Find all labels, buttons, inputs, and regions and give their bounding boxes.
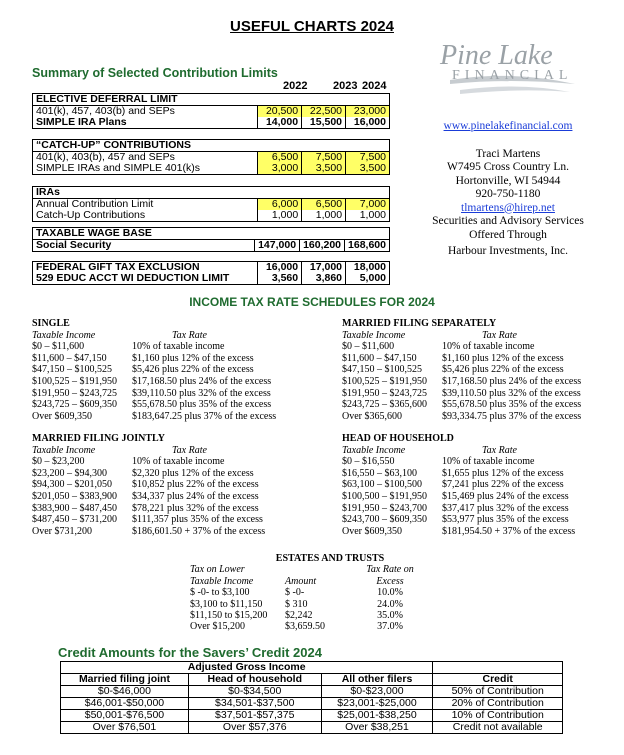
income-range: $383,900 – $487,450 [32,502,117,514]
limit-value: 17,000 [302,262,346,274]
limit-value: 1,000 [258,210,302,222]
schedule-title: MARRIED FILING JOINTLY [32,433,165,444]
limit-value: 147,000 [255,240,300,252]
income-range: Over $609,350 [342,525,402,537]
agi-header-row [61,662,563,674]
email-link[interactable]: tlmartens@hirep.net [461,201,555,214]
credit-cell: 10% of Contribution [433,710,563,722]
income-range: $100,500 – $191,950 [342,490,427,502]
col-tax-rate: Tax Rate [482,329,517,341]
income-range: $100,525 – $191,950 [342,375,427,387]
limit-value: 1,000 [346,210,390,222]
income-range: $11,600 – $47,150 [32,352,107,364]
estates-amount: $2,242 [285,610,313,622]
tax-rate: $186,601.50 + 37% of the excess [132,525,266,537]
credit-cell: $50,001-$76,500 [61,710,189,722]
schedule-row [32,341,322,353]
schedule-row [32,514,322,526]
limit-section-table [32,186,390,222]
column-header: Credit [433,674,563,686]
tax-rate: $5,426 plus 22% of the excess [442,364,564,376]
income-range: $191,950 – $243,700 [342,502,427,514]
limit-label: 401(k), 403(b), 457 and SEPs [33,152,258,164]
limit-row [33,163,390,175]
estates-col: Taxable Income [190,575,254,587]
income-range: $11,600 – $47,150 [342,352,417,364]
estates-row [180,610,440,621]
address-line-2: Hortonville, WI 54944 [455,174,561,187]
limit-value: 14,000 [258,117,302,129]
credit-cell: $23,001-$25,000 [321,698,433,710]
limit-label: FEDERAL GIFT TAX EXCLUSION [33,262,258,274]
website-link[interactable]: www.pinelakefinancial.com [443,120,573,132]
section-header-row [33,187,390,199]
credit-cell: $0-$23,000 [321,686,433,698]
income-range: $191,950 – $243,725 [342,387,427,399]
estates-col: Excess [376,575,404,587]
estates-income: $11,150 to $15,200 [190,610,268,622]
limit-value: 6,000 [258,199,302,211]
tax-rate: $10,852 plus 22% of the excess [132,479,259,491]
limit-value: 160,200 [300,240,345,252]
income-range: $100,525 – $191,950 [32,375,117,387]
tax-rate: $2,320 plus 12% of the excess [132,467,254,479]
limit-row [33,210,390,222]
year-2024: 2024 [362,80,387,92]
estates-row [180,587,440,598]
column-header-row [61,674,563,686]
estates-header-row [180,576,440,587]
income-range: $0 – $11,600 [32,341,85,353]
credit-cell: Over $38,251 [321,722,433,734]
credit-cell: $25,001-$38,250 [321,710,433,722]
schedule-row [32,526,322,538]
schedule-row [32,491,322,503]
income-range: Over $365,600 [342,410,402,422]
schedule-row [342,388,622,400]
schedule-row [342,503,622,515]
credit-cell: $0-$46,000 [61,686,189,698]
column-header: All other filers [321,674,433,686]
section-header-row [33,228,390,240]
schedule-married-jointly [32,433,322,537]
limit-value: 3,500 [346,163,390,175]
schedule-row [32,411,322,423]
schedule-title: SINGLE [32,318,70,329]
tax-rate: 10% of taxable income [442,456,535,468]
credit-cell: Over $57,376 [188,722,321,734]
income-range: $63,100 – $100,500 [342,479,422,491]
tax-rate: $5,426 plus 22% of the excess [132,364,254,376]
credit-row [61,710,563,722]
col-tax-rate: Tax Rate [482,444,517,456]
schedule-married-separately [342,318,622,422]
limit-value: 16,000 [258,262,302,274]
schedule-row [32,468,322,480]
limit-label: Social Security [33,240,255,252]
limit-value: 3,500 [302,163,346,175]
logo-name: Pine Lake [440,40,553,71]
tax-rate: $53,977 plus 35% of the excess [442,514,569,526]
col-taxable-income: Taxable Income [342,329,406,341]
agi-header: Adjusted Gross Income [61,662,433,674]
limit-label: SIMPLE IRA Plans [33,117,258,129]
savers-credit-table [60,661,563,734]
income-range: $0 – $11,600 [342,341,395,353]
schedule-row [342,411,622,423]
limit-value: 7,500 [346,152,390,164]
estates-rate: 10.0% [377,587,403,599]
schedule-row [342,456,622,468]
schedule-column-headers [32,330,322,342]
phone: 920-750-1180 [475,188,541,200]
limit-row [33,240,390,252]
address-line-1: W7495 Cross Country Ln. [446,161,570,173]
limit-value: 18,000 [346,262,390,274]
pine-lake-logo [440,40,580,84]
limit-label: 529 EDUC ACCT WI DEDUCTION LIMIT [33,273,258,285]
limit-value: 20,500 [258,106,302,118]
income-range: $0 – $16,550 [342,456,395,468]
limit-row [33,273,390,285]
disclosure-3: Harbour Investments, Inc. [447,245,569,257]
income-range: $487,450 – $731,200 [32,514,117,526]
tax-rate: $15,469 plus 24% of the excess [442,490,569,502]
limit-value: 3,000 [258,163,302,175]
credit-cell: 20% of Contribution [433,698,563,710]
estates-rate: 24.0% [377,598,403,610]
tax-rate: $39,110.50 plus 32% of the excess [132,387,271,399]
column-header: Married filing joint [61,674,189,686]
section-header: IRAs [33,187,390,199]
section-header: ELECTIVE DEFERRAL LIMIT [33,94,390,106]
credit-cell: Credit not available [433,722,563,734]
schedule-row [342,491,622,503]
limit-label: SIMPLE IRAs and SIMPLE 401(k)s [33,163,258,175]
limit-label: Annual Contribution Limit [33,199,258,211]
credit-cell: $0-$34,500 [188,686,321,698]
limit-value: 22,500 [302,106,346,118]
year-2023: 2023 [333,80,358,92]
schedule-title: MARRIED FILING SEPARATELY [342,318,497,329]
section-header: “CATCH-UP” CONTRIBUTIONS [33,140,390,152]
limit-value: 7,500 [302,152,346,164]
schedule-column-headers [342,445,622,457]
disclosure-2: Offered Through [469,228,547,241]
schedule-row [32,456,322,468]
tax-rate: $17,168.50 plus 24% of the excess [132,375,272,387]
limit-value: 23,000 [346,106,390,118]
estates-col: Amount [285,575,317,587]
summary-title: Summary of Selected Contribution Limits [32,66,278,80]
year-2022: 2022 [283,80,308,92]
schedule-row [342,341,622,353]
tax-rate: $183,647.25 plus 37% of the excess [132,410,277,422]
limit-value: 7,000 [346,199,390,211]
col-taxable-income: Taxable Income [32,444,96,456]
credit-row [61,698,563,710]
column-header: Head of household [188,674,321,686]
tax-rate: 10% of taxable income [132,341,225,353]
limit-value: 6,500 [302,199,346,211]
income-range: $243,700 – $609,350 [342,514,427,526]
tax-rate: $7,241 plus 22% of the excess [442,479,564,491]
income-range: Over $609,350 [32,410,92,422]
tax-rate: $17,168.50 plus 24% of the excess [442,375,582,387]
col-taxable-income: Taxable Income [32,329,96,341]
income-range: $47,150 – $100,525 [32,364,112,376]
estates-header-row [180,564,440,575]
income-range: $243,725 – $609,350 [32,399,117,411]
logo-subtitle: FINANCIAL [452,68,573,83]
tax-rate: 10% of taxable income [132,456,225,468]
income-range: $191,950 – $243,725 [32,387,117,399]
estates-income: Over $15,200 [190,621,245,633]
col-tax-rate: Tax Rate [172,329,207,341]
estates-col: Tax on Lower [190,564,245,576]
advisor-name: Traci Martens [475,147,541,160]
income-range: $0 – $23,200 [32,456,85,468]
gift-educ-table [32,261,390,285]
estates-title: ESTATES AND TRUSTS [275,553,385,564]
estates-col: Tax Rate on [366,564,414,576]
estates-income: $ -0- to $3,100 [190,587,250,599]
income-tax-title: INCOME TAX RATE SCHEDULES FOR 2024 [189,295,435,309]
limit-section-table [32,227,390,252]
schedule-row [32,364,322,376]
section-header-row [33,140,390,152]
schedule-row [342,514,622,526]
income-range: $243,725 – $365,600 [342,399,427,411]
limit-row [33,117,390,129]
tax-rate: $1,655 plus 12% of the excess [442,467,564,479]
credit-cell: $37,501-$57,375 [188,710,321,722]
tax-rate: $37,417 plus 32% of the excess [442,502,569,514]
limit-value: 3,860 [302,273,346,285]
schedule-row [32,479,322,491]
schedule-row [32,388,322,400]
credit-cell: $34,501-$37,500 [188,698,321,710]
tax-rate: $34,337 plus 24% of the excess [132,490,259,502]
income-range: $23,200 – $94,300 [32,467,107,479]
disclosure-1: Securities and Advisory Services [432,215,584,227]
schedule-row [32,503,322,515]
col-taxable-income: Taxable Income [342,444,406,456]
income-range: Over $731,200 [32,525,92,537]
limit-value: 1,000 [302,210,346,222]
estates-rate: 35.0% [377,610,403,622]
income-range: $47,150 – $100,525 [342,364,422,376]
limit-value: 16,000 [346,117,390,129]
section-header-row [33,94,390,106]
limit-value: 3,560 [258,273,302,285]
schedule-row [342,399,622,411]
estates-col [285,564,360,575]
limit-value: 6,500 [258,152,302,164]
col-tax-rate: Tax Rate [172,444,207,456]
schedule-row [342,526,622,538]
credit-row [61,686,563,698]
tax-rate: $111,357 plus 35% of the excess [132,514,263,526]
tax-rate: $93,334.75 plus 37% of the excess [442,410,582,422]
limit-value: 168,600 [345,240,390,252]
estates-amount: $ 310 [285,598,308,610]
tax-rate: $1,160 plus 12% of the excess [132,352,254,364]
income-range: $16,550 – $63,100 [342,467,417,479]
schedule-row [32,376,322,388]
limit-value: 15,500 [302,117,346,129]
limit-label: Catch-Up Contributions [33,210,258,222]
limit-label: 401(k), 457, 403(b) and SEPs [33,106,258,118]
schedule-row [32,399,322,411]
schedule-title: HEAD OF HOUSEHOLD [342,433,454,444]
income-range: $201,050 – $383,900 [32,490,117,502]
schedule-row [342,353,622,365]
blank-cell [433,662,563,674]
credit-cell: $46,001-$50,000 [61,698,189,710]
income-range: $94,300 – $201,050 [32,479,112,491]
credit-row [61,722,563,734]
limit-value: 5,000 [346,273,390,285]
tax-rate: $78,221 plus 32% of the excess [132,502,259,514]
credit-cell: Over $76,501 [61,722,189,734]
limit-section-table [32,93,390,129]
page-title: USEFUL CHARTS 2024 [230,18,394,35]
schedule-row [342,479,622,491]
estates-amount: $ -0- [285,587,305,599]
schedule-head-of-household [342,433,622,537]
estates-row [180,599,440,610]
tax-rate: $1,160 plus 12% of the excess [442,352,564,364]
limit-section-table [32,139,390,175]
tax-rate: $39,110.50 plus 32% of the excess [442,387,581,399]
contact-block [400,120,616,259]
schedule-row [342,364,622,376]
tax-rate: $181,954.50 + 37% of the excess [442,525,576,537]
schedule-single [32,318,322,422]
estates-row [180,621,440,632]
schedule-row [342,468,622,480]
schedule-column-headers [342,330,622,342]
schedule-row [32,353,322,365]
estates-and-trusts [180,553,440,633]
estates-income: $3,100 to $11,150 [190,598,263,610]
schedule-column-headers [32,445,322,457]
tax-rate: $55,678.50 plus 35% of the excess [442,399,582,411]
schedule-row [342,376,622,388]
section-header: TAXABLE WAGE BASE [33,228,390,240]
estates-rate: 37.0% [377,621,403,633]
tax-rate: $55,678.50 plus 35% of the excess [132,399,272,411]
savers-credit-title: Credit Amounts for the Savers’ Credit 2024 [58,645,322,660]
credit-cell: 50% of Contribution [433,686,563,698]
tax-rate: 10% of taxable income [442,341,535,353]
estates-amount: $3,659.50 [285,621,325,633]
